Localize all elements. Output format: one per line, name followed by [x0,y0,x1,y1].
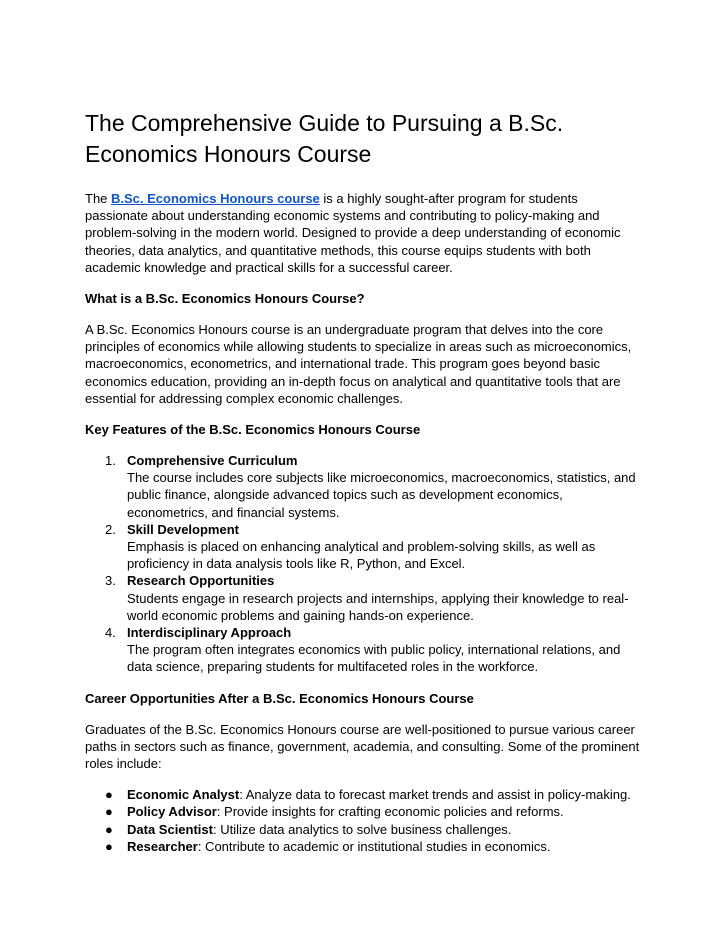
role-description: : Contribute to academic or institutional studies in economics. [197,838,551,854]
what-is-paragraph: A B.Sc. Economics Honours course is an undergraduate program that delves into the core principles of economics while allowing students to specialize in areas such as microeconomics, macroeconomics, econometrics, and international trade. This program goes beyond basic economics education, providing an in-depth focus on analytical and quantitative tools that are essential for addressing complex economic challenges. [85,322,632,406]
feature-description: Students engage in research projects and internships, applying their knowledge to real-world economic problems and gaining hands-on experience. [127,590,629,623]
role-description: : Provide insights for crafting economic policies and reforms. [216,804,564,820]
feature-number: 1. [105,453,116,469]
feature-description: The course includes core subjects like microeconomics, macroeconomics, statistics, and public finance, alongside advanced topics such as development economics, econometrics, and financial systems. [127,470,636,520]
feature-item [85,572,640,624]
features-list [85,452,640,676]
role-item [85,786,640,803]
document-page [85,108,640,855]
feature-title: Comprehensive Curriculum [127,453,298,469]
intro-paragraph [85,190,640,276]
feature-description: Emphasis is placed on enhancing analytical and problem-solving skills, as well as proficiency in data analysis tools like R, Python, and Excel. [127,539,596,572]
course-link[interactable]: B.Sc. Economics Honours course [111,191,320,206]
role-item [85,821,640,838]
feature-number: 2. [105,521,116,537]
role-name: Policy Advisor [127,804,217,820]
roles-list [85,786,640,855]
what-is-heading: What is a B.Sc. Economics Honours Course? [85,291,365,307]
feature-item [85,624,640,676]
intro-suffix: is a highly sought-after program for students passionate about understanding economic systems and contributing to policy-making and problem-solving in the modern world. Designed to provide a deep understanding of economic theories, data analytics, and quantitative methods, this course equips students with both academic knowledge and practical skills for a successful career. [85,191,621,275]
role-name: Data Scientist [127,821,213,837]
feature-title: Skill Development [127,521,239,537]
career-opportunities-heading: Career Opportunities After a B.Sc. Economics Honours Course [85,690,474,706]
role-item [85,838,640,855]
bullet-icon: ● [105,804,113,820]
role-name: Researcher [127,838,198,854]
role-item [85,803,640,820]
bullet-icon: ● [105,821,113,837]
feature-number: 4. [105,625,116,641]
career-paragraph: Graduates of the B.Sc. Economics Honours course are well-positioned to pursue various career paths in sectors such as finance, government, academia, and consulting. Some of the prominent roles include: [85,721,640,772]
role-description: : Analyze data to forecast market trends and assist in policy-making. [239,787,631,803]
role-name: Economic Analyst [127,787,240,803]
feature-number: 3. [105,573,116,589]
feature-title: Interdisciplinary Approach [127,625,292,641]
role-description: : Utilize data analytics to solve business challenges. [212,821,512,837]
feature-item [85,452,640,521]
feature-title: Research Opportunities [127,573,275,589]
key-features-heading: Key Features of the B.Sc. Economics Honours Course [85,422,421,438]
document-title: The Comprehensive Guide to Pursuing a B.Sc. Economics Honours Course [85,110,564,167]
feature-item [85,521,640,573]
bullet-icon: ● [105,838,113,854]
intro-prefix: The [85,191,112,206]
bullet-icon: ● [105,787,113,803]
feature-description: The program often integrates economics with public policy, international relations, and data science, preparing students for multifaceted roles in the workforce. [127,642,621,675]
